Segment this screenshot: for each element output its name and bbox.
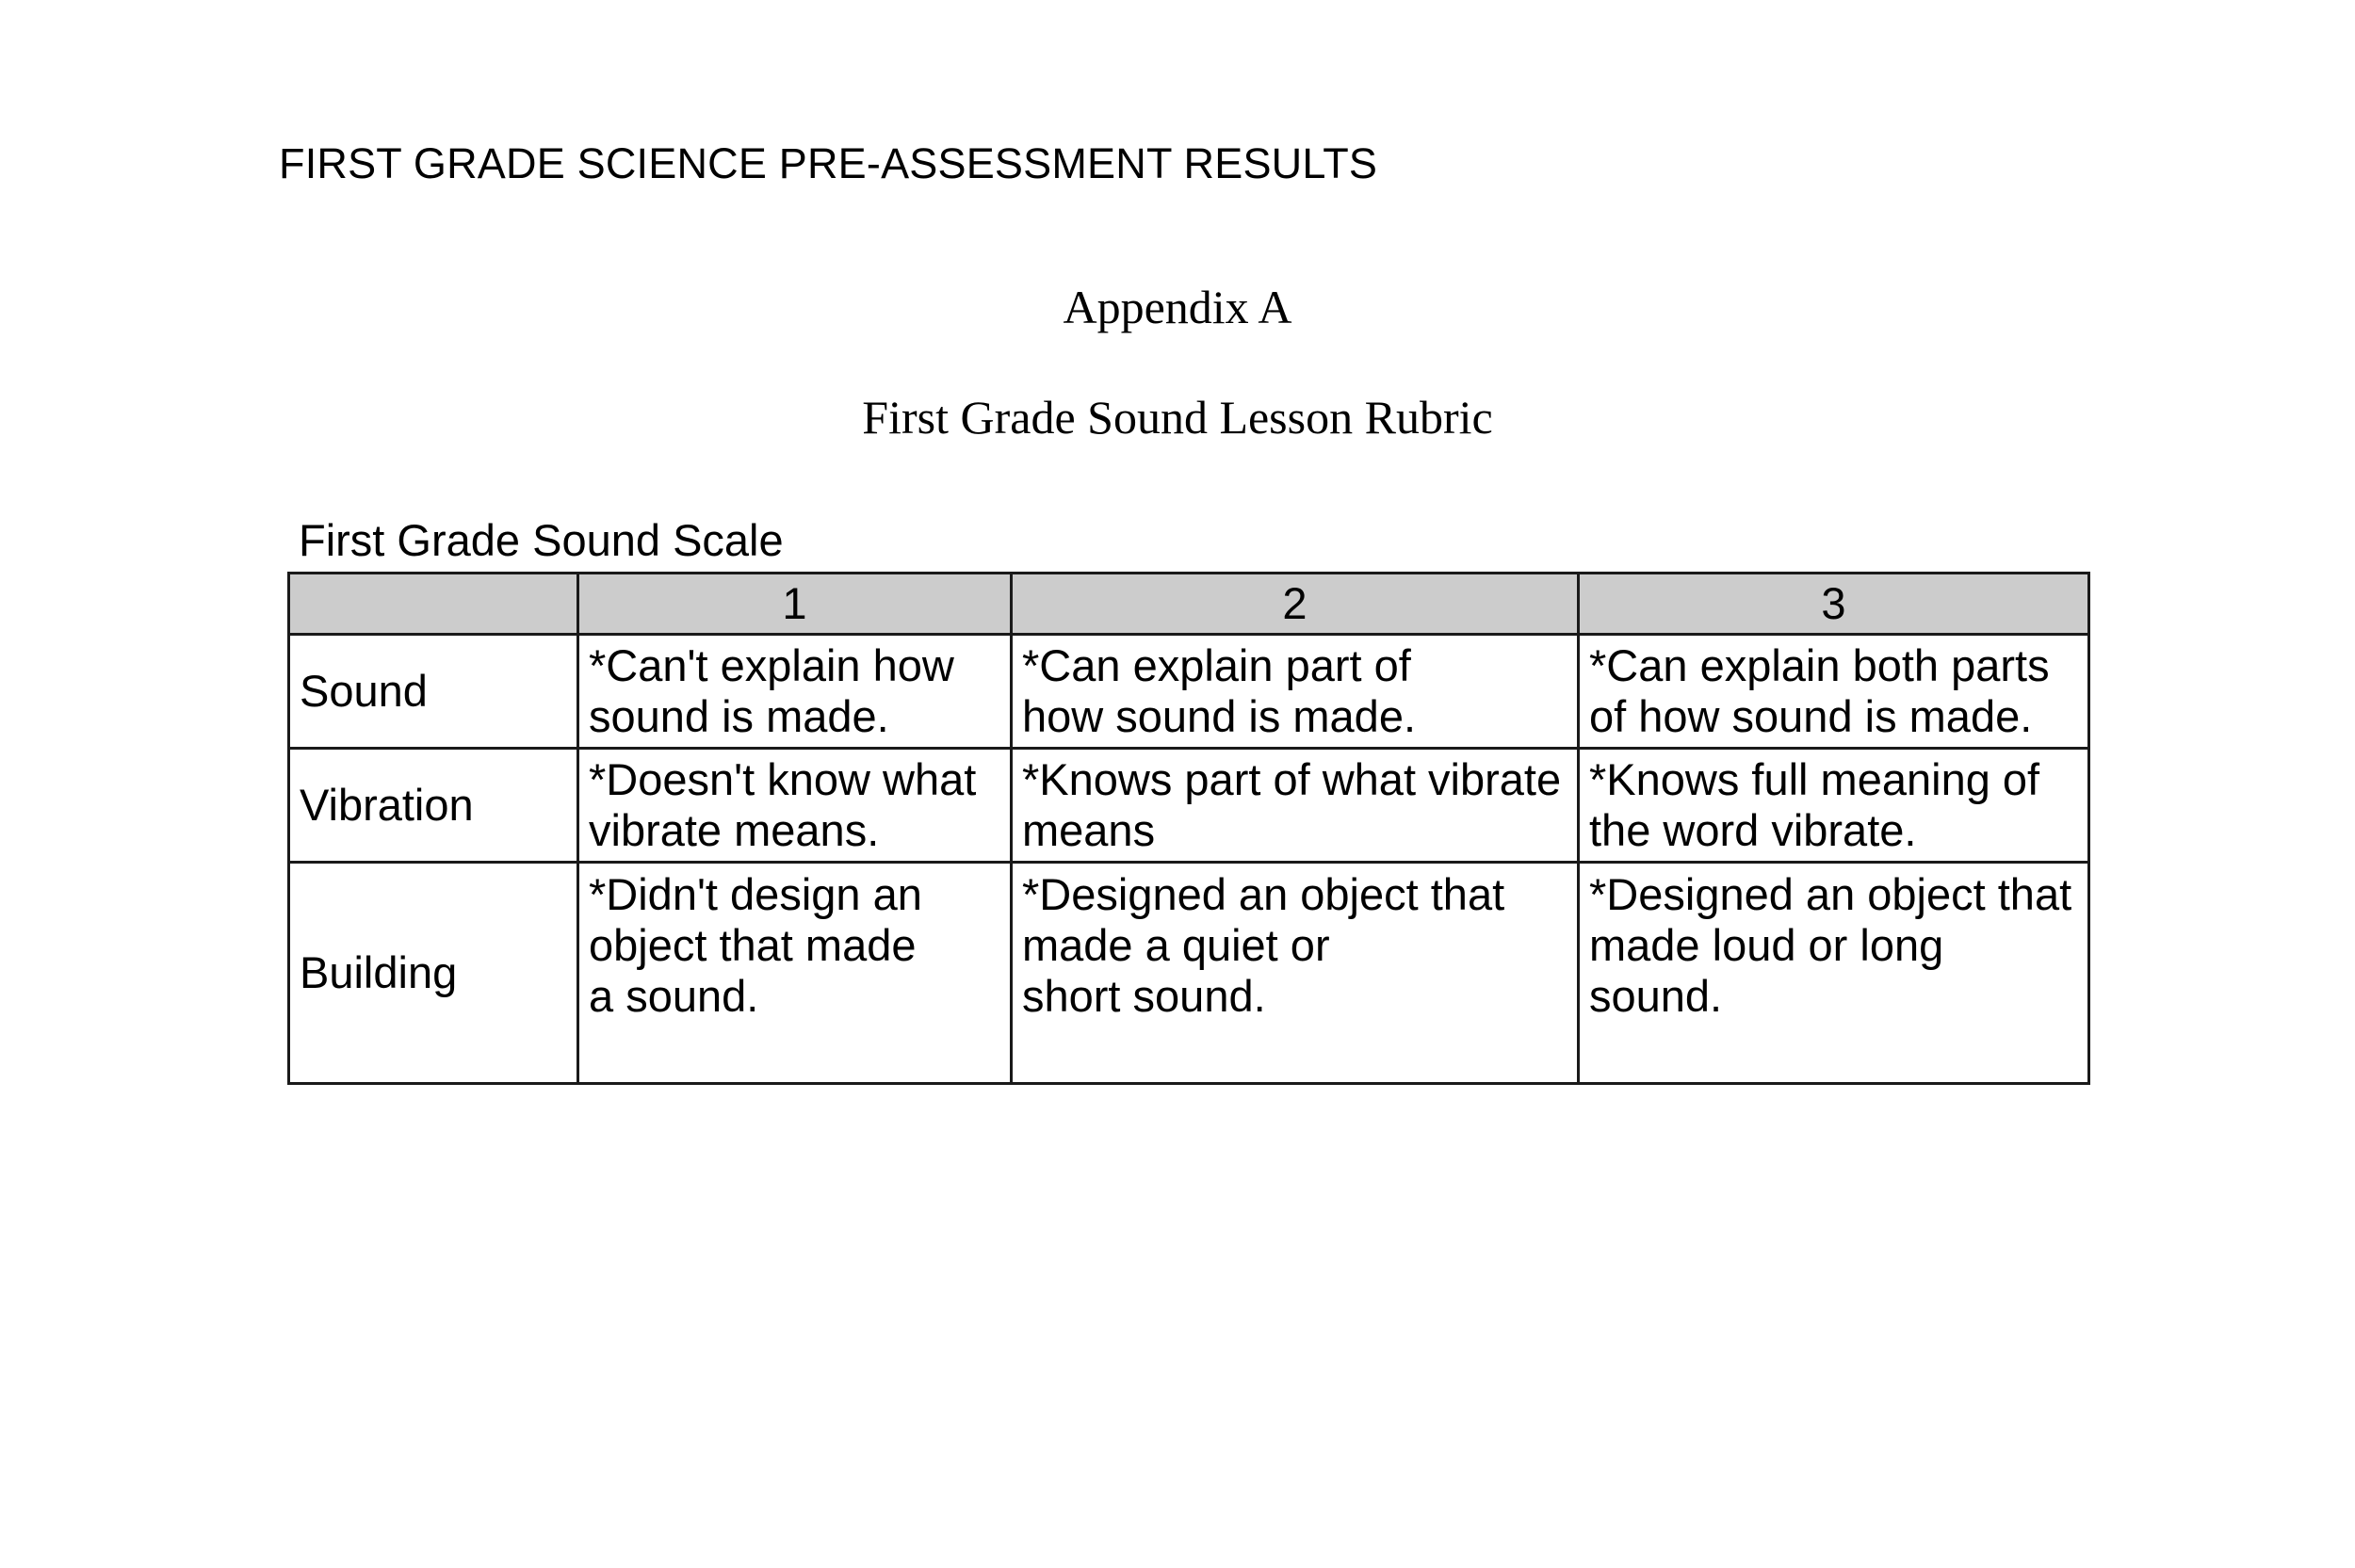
column-header-3: 3 bbox=[1579, 574, 2089, 635]
row-label-vibration: Vibration bbox=[289, 749, 578, 863]
table-cell: *Didn't design an object that made a sound. bbox=[578, 863, 1012, 1084]
row-label-building: Building bbox=[289, 863, 578, 1084]
table-cell: *Designed an object that made a quiet or short sound. bbox=[1012, 863, 1579, 1084]
rubric-title: First Grade Sound Lesson Rubric bbox=[862, 391, 1493, 444]
table-cell: *Can explain part of how sound is made. bbox=[1012, 635, 1579, 749]
running-head: FIRST GRADE SCIENCE PRE-ASSESSMENT RESULTS bbox=[279, 139, 1378, 187]
column-header-blank bbox=[289, 574, 578, 635]
table-header-row bbox=[289, 574, 2089, 635]
table-row-sound bbox=[289, 635, 2089, 749]
table-cell: *Can't explain how sound is made. bbox=[578, 635, 1012, 749]
table-cell: *Designed an object that made loud or long sound. bbox=[1579, 863, 2089, 1084]
table-cell: *Knows part of what vibrate means bbox=[1012, 749, 1579, 863]
table-cell: *Can explain both parts of how sound is made. bbox=[1579, 635, 2089, 749]
row-label-sound: Sound bbox=[289, 635, 578, 749]
column-header-1: 1 bbox=[578, 574, 1012, 635]
sound-scale-table bbox=[287, 572, 2090, 1085]
table-cell: *Doesn't know what vibrate means. bbox=[578, 749, 1012, 863]
column-header-2: 2 bbox=[1012, 574, 1579, 635]
appendix-title: Appendix A bbox=[1063, 281, 1292, 333]
table-row-vibration bbox=[289, 749, 2089, 863]
scale-caption: First Grade Sound Scale bbox=[299, 515, 784, 565]
table-cell: *Knows full meaning of the word vibrate. bbox=[1579, 749, 2089, 863]
table-row-building bbox=[289, 863, 2089, 1084]
